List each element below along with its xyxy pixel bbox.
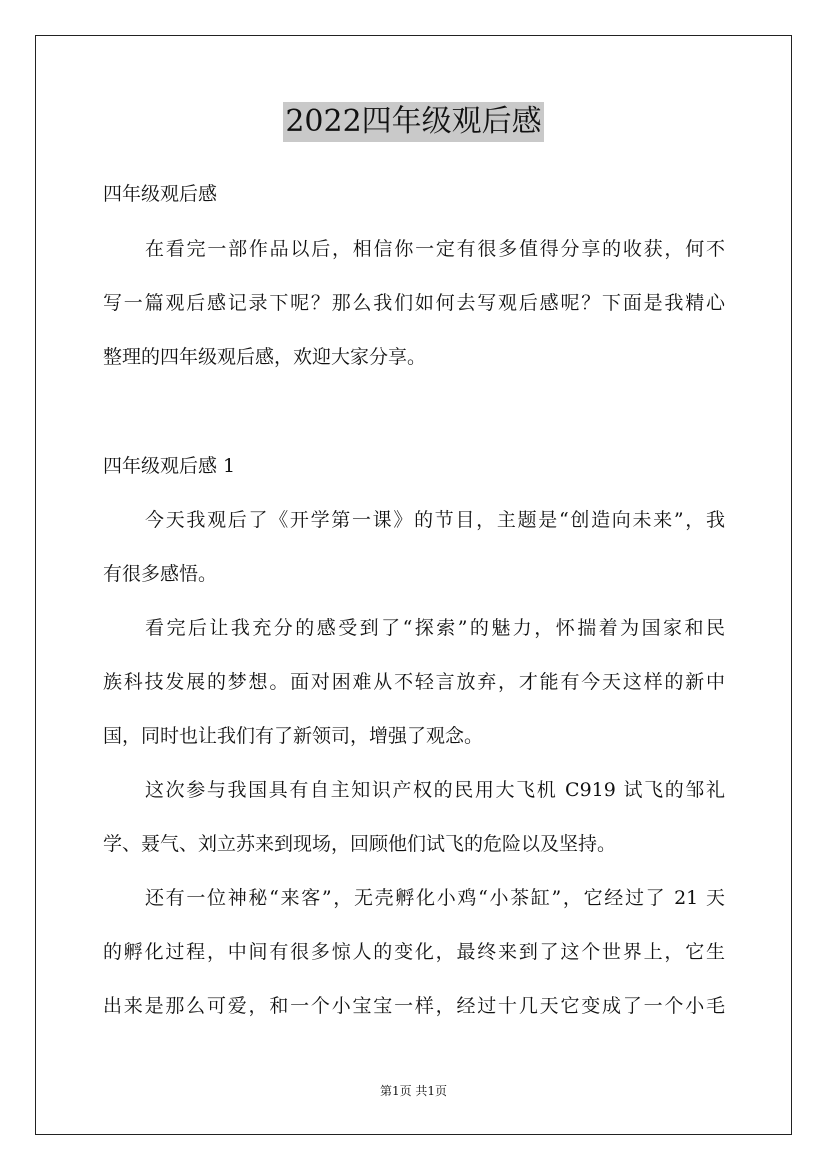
body-line: 的孵化过程，中间有很多惊人的变化，最终来到了这个世界上，它生 [103,941,725,963]
intro-line: 写一篇观后感记录下呢？那么我们如何去写观后感呢？下面是我精心 [103,292,725,314]
subtitle: 四年级观后感 [103,183,218,205]
section-heading: 四年级观后感 1 [103,455,236,477]
body-line: 今天我观后了《开学第一课》的节目，主题是“创造向未来”，我 [145,509,725,531]
body-line: 族科技发展的梦想。面对困难从不轻言放弃，才能有今天这样的新中 [103,671,725,693]
body-line: 出来是那么可爱，和一个小宝宝一样，经过十几天它变成了一个小毛 [103,995,725,1017]
page-footer [0,1083,827,1099]
body-line: 学、聂气、刘立苏来到现场，回顾他们试飞的危险以及坚持。 [103,833,617,855]
page-number: 第1页 共1页 [379,1084,448,1098]
body-line: 国，同时也让我们有了新领司，增强了观念。 [103,725,484,747]
body-line: 这次参与我国具有自主知识产权的民用大飞机 C919 试飞的邹礼 [145,779,725,801]
body-line: 有很多感悟。 [103,563,218,585]
intro-line: 整理的四年级观后感，欢迎大家分享。 [103,346,427,368]
intro-line: 在看完一部作品以后，相信你一定有很多值得分享的收获，何不 [145,238,725,260]
body-line: 还有一位神秘“来客”，无壳孵化小鸡“小茶缸”，它经过了 21 天 [145,887,725,909]
body-line: 看完后让我充分的感受到了“探索”的魅力，怀揣着为国家和民 [145,617,725,639]
document-title: 2022四年级观后感 [283,102,543,142]
title-container [0,102,827,142]
